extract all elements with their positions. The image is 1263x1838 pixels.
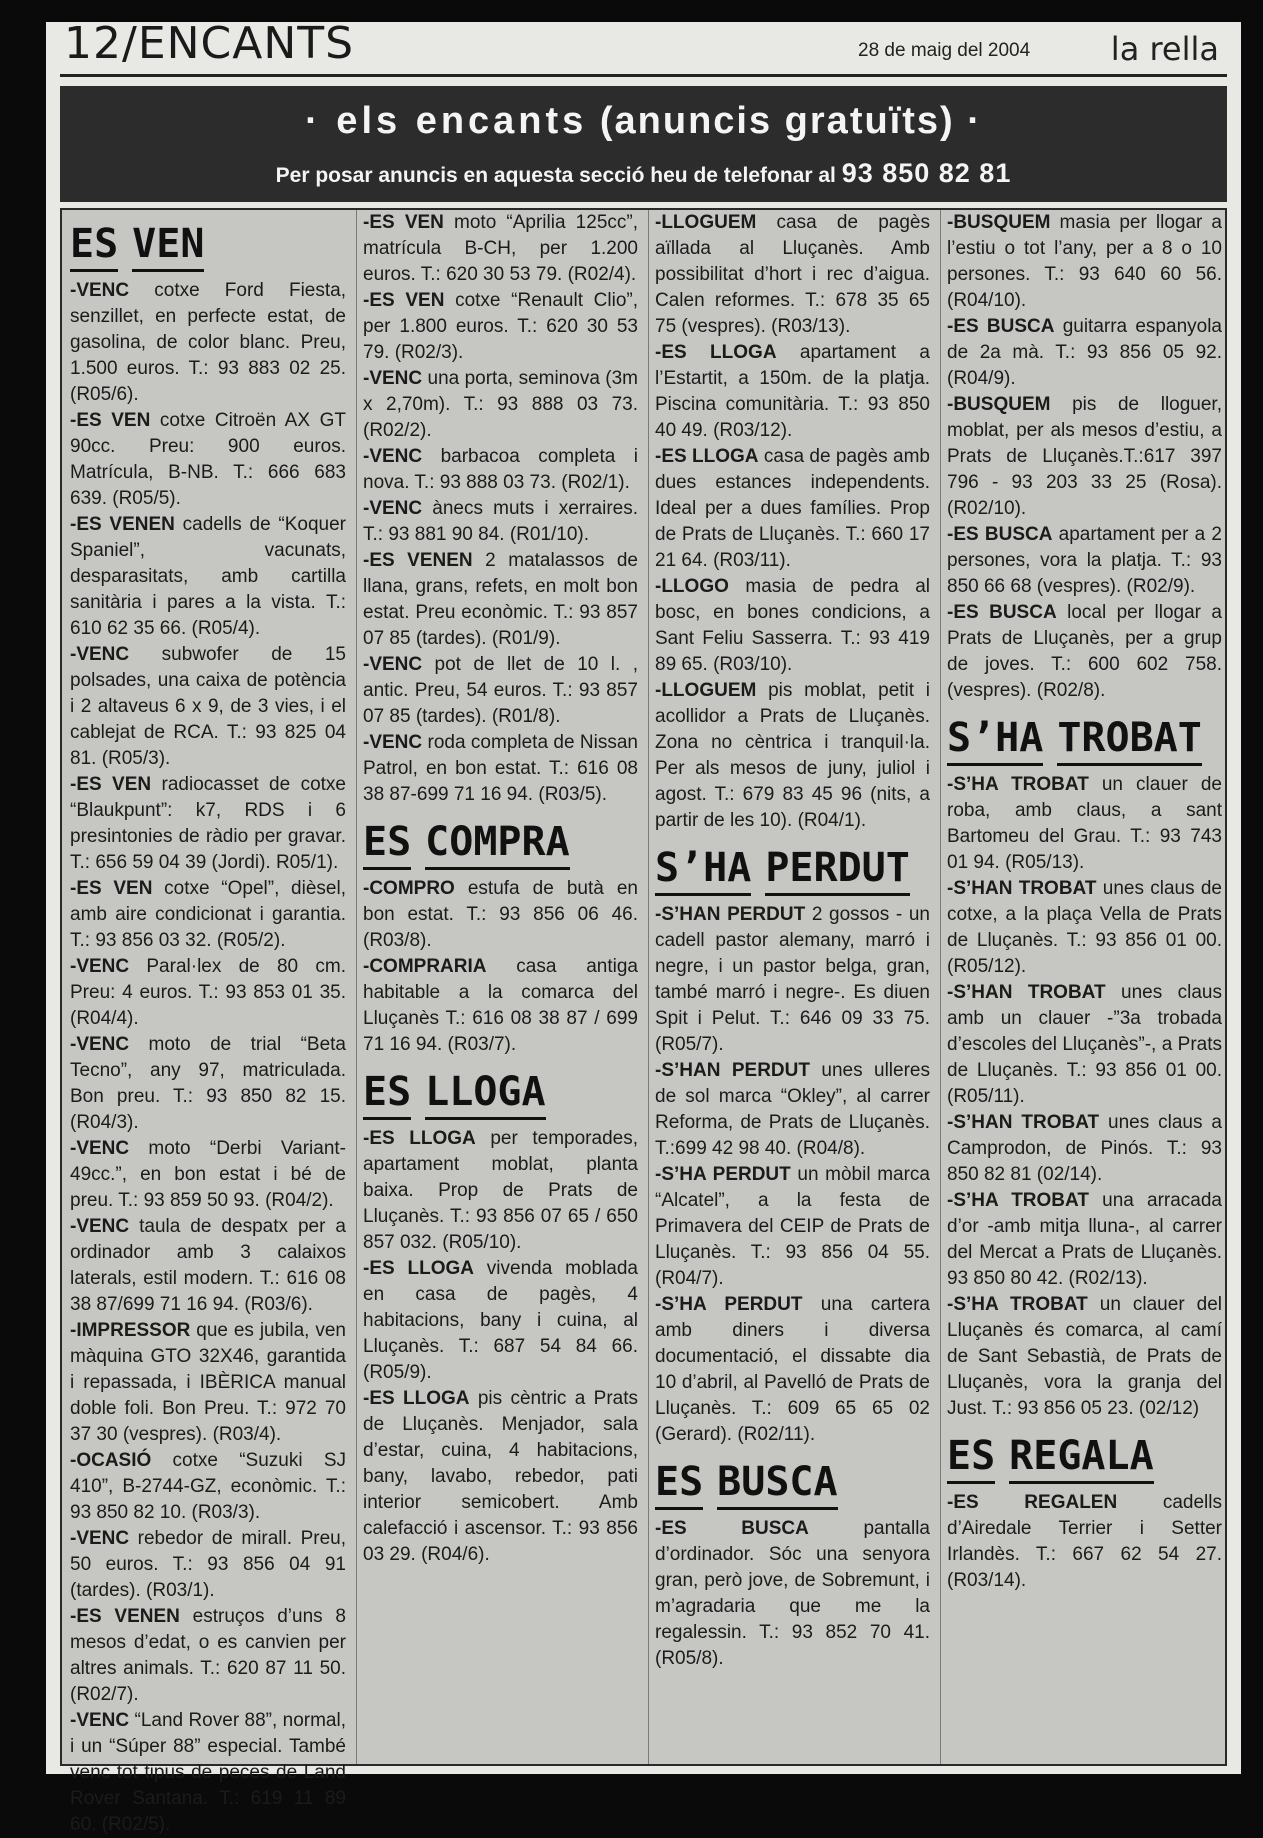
classified-ad xyxy=(947,392,1222,522)
classified-ad xyxy=(947,600,1222,704)
ad-text: pot de llet de 10 l. , antic. Preu, 54 euros. T.: 93 857 07 85 (tardes). (R01/8). xyxy=(363,654,638,727)
ad-keyword: -VENC xyxy=(363,446,423,467)
newspaper-page xyxy=(46,18,1241,1835)
banner-title-paren: (anuncis gratuïts) · xyxy=(599,100,982,142)
ad-keyword: -S’HAN TROBAT xyxy=(947,1112,1100,1133)
ad-text: casa antiga habitable a la comarca del Lluçanès T.: 616 08 38 87 / 699 71 16 94. (R03/7). xyxy=(363,956,638,1055)
ad-keyword: -ES LLOGA xyxy=(363,1128,476,1149)
classified-ad xyxy=(655,1516,930,1672)
classified-ad xyxy=(70,1448,346,1526)
ad-text: roda completa de Nissan Patrol, en bon estat. T.: 616 08 38 87-699 71 16 94. (R03/5). xyxy=(363,732,638,805)
classified-ad xyxy=(947,314,1222,392)
ad-text: radiocasset de cotxe “Blaukpunt”: k7, RDS i 6 presintonies de ràdio per gravar. T.: 656 59 04 39 (Jordi). R05/1). xyxy=(70,774,346,873)
section-heading-word: TROBAT xyxy=(1057,715,1202,766)
classified-ad xyxy=(363,548,638,652)
ad-text: pantalla d’ordinador. Sóc una senyora gran, però jove, de Sobremunt, i m’agradaria que me la regalessin. T.: 93 852 70 41. (R05/8). xyxy=(655,1518,930,1669)
classified-ad xyxy=(70,876,346,954)
classified-ad xyxy=(363,954,638,1058)
ad-keyword: -BUSQUEM xyxy=(947,394,1051,415)
section-heading-word: VEN xyxy=(132,221,204,272)
ad-text: cadells d’Airedale Terrier i Setter Irlandès. T.: 667 62 54 27. (R03/14). xyxy=(947,1492,1222,1591)
ad-text: 2 matalassos de llana, grans, refets, en molt bon estat. Preu econòmic. T.: 93 857 07 85 (tardes). (R01/9). xyxy=(363,550,638,649)
ad-keyword: -ES BUSCA xyxy=(655,1518,809,1539)
ad-keyword: -S’HAN PERDUT xyxy=(655,904,806,925)
ad-keyword: -COMPRO xyxy=(363,878,455,899)
ad-keyword: -ES VEN xyxy=(363,290,445,311)
banner-phone: 93 850 82 81 xyxy=(841,158,1012,188)
ad-text: masia de pedra al bosc, en bones condicions, a Sant Feliu Sasserra. T.: 93 419 89 65. (R03/10). xyxy=(655,576,930,675)
ad-text: cotxe “Renault Clio”, per 1.800 euros. T.: 620 30 53 79. (R02/3). xyxy=(363,290,638,363)
ad-text: apartament a l’Estartit, a 150m. de la platja. Piscina comunitària. T.: 93 850 40 49. (R03/12). xyxy=(655,342,930,441)
section-heading-word: BUSCA xyxy=(717,1459,837,1510)
ad-text: pis cèntric a Prats de Lluçanès. Menjador, sala d’estar, cuina, 4 habitacions, bany, lavabo, rebedor, pati interior semicobert. Amb calefacció i ascensor. T.: 93 856 03 29. (R04/6). xyxy=(363,1388,638,1565)
classified-ad xyxy=(70,1136,346,1214)
ad-text: rebedor de mirall. Preu, 50 euros. T.: 93 856 04 91 (tardes). (R03/1). xyxy=(70,1528,346,1601)
ad-keyword: -VENC xyxy=(70,644,130,665)
classified-ad xyxy=(70,278,346,408)
ad-text: una arracada d’or -amb mitja lluna-, al carrer del Mercat a Prats de Lluçanès. 93 850 80 42. (R02/13). xyxy=(947,1190,1223,1289)
ad-keyword: -VENC xyxy=(363,654,423,675)
section-heading xyxy=(655,1456,930,1512)
ad-text: cotxe Citroën AX GT 90cc. Preu: 900 euros. Matrícula, B-NB. T.: 666 683 639. (R05/5). xyxy=(70,410,346,509)
ad-keyword: -S’HA PERDUT xyxy=(655,1294,803,1315)
ad-text: un clauer del Lluçanès és comarca, al camí de Sant Sebastià, de Prats de Lluçanès, vora la granja del Just. T.: 93 856 05 23. (02/12) xyxy=(947,1294,1222,1419)
ad-text: casa de pagès amb dues estances independents. Ideal per a dues famílies. Prop de Prats de Lluçanès. T.: 660 17 21 64. (R03/11). xyxy=(655,446,930,571)
ad-text: unes ulleres de sol marca “Okley”, al carrer Reforma, de Prats de Lluçanès. T.:699 42 98 40. (R04/8). xyxy=(655,1060,930,1159)
ad-text: ànecs muts i xerraires. T.: 93 881 90 84. (R01/10). xyxy=(363,498,638,545)
classified-ad xyxy=(70,1526,346,1604)
classified-ad xyxy=(655,678,930,834)
ad-keyword: -S’HAN PERDUT xyxy=(655,1060,810,1081)
classified-ad xyxy=(70,642,346,772)
ad-text: apartament per a 2 persones, vora la platja. T.: 93 850 66 68 (vespres). (R02/9). xyxy=(947,524,1223,597)
banner-title-main: · els encants xyxy=(305,100,588,142)
ad-text: estruços d’uns 8 mesos d’edat, o es canvien per altres animals. T.: 620 87 11 50. (R02/7). xyxy=(70,1606,346,1705)
classified-ad xyxy=(655,340,930,444)
classified-ad xyxy=(655,210,930,340)
publication-name: la rella xyxy=(1110,30,1219,68)
classified-ad xyxy=(363,876,638,954)
ad-text: guitarra espanyola de 2a mà. T.: 93 856 05 92. (R04/9). xyxy=(947,316,1222,389)
classified-ad xyxy=(70,1214,346,1318)
ad-keyword: -VENC xyxy=(70,1216,130,1237)
ad-keyword: -ES VEN xyxy=(70,410,151,431)
ad-text: subwofer de 15 polsades, una caixa de potència i 2 altaveus 6 x 9, de 3 vies, i el cablejat de RCA. T.: 93 825 04 81. (R05/3). xyxy=(70,644,346,769)
ad-text: moto “Derbi Variant-49cc.”, en bon estat i bé de preu. T.: 93 859 50 93. (R04/2). xyxy=(70,1138,346,1211)
classified-ad xyxy=(947,1188,1222,1292)
classified-ad xyxy=(947,876,1222,980)
section-heading xyxy=(947,1430,1222,1486)
ad-text: una cartera amb diners i diversa documentació, el dissabte dia 10 d’abril, al Pavelló de Prats de Lluçanès. T.: 609 65 65 02 (Gerard). (R02/11). xyxy=(655,1294,930,1445)
masthead xyxy=(46,18,1241,80)
ad-text: unes claus a Camprodon, de Pinós. T.: 93 850 82 81 (02/14). xyxy=(947,1112,1222,1185)
section-heading xyxy=(70,218,346,274)
ad-keyword: -VENC xyxy=(70,280,130,301)
ad-text: taula de despatx per a ordinador amb 3 calaixos laterals, estil modern. T.: 616 08 38 87/699 71 16 94. (R03/6). xyxy=(70,1216,346,1315)
ad-keyword: -ES VEN xyxy=(70,774,152,795)
ad-text: Paral·lex de 80 cm. Preu: 4 euros. T.: 93 853 01 35. (R04/4). xyxy=(70,956,346,1029)
classified-ad xyxy=(655,902,930,1058)
ad-text: un clauer de roba, amb claus, a sant Bartomeu del Grau. T.: 93 743 01 94. (R05/13). xyxy=(947,774,1222,873)
ad-keyword: -COMPRARIA xyxy=(363,956,487,977)
classified-ad xyxy=(363,496,638,548)
section-heading-word: S’HA xyxy=(947,715,1043,766)
ad-keyword: -VENC xyxy=(363,732,423,753)
classified-ad xyxy=(655,444,930,574)
ad-text: pis de lloguer, moblat, per als mesos d’estiu, a Prats de Lluçanès.T.:617 397 796 - 93 203 33 25 (Rosa). (R02/10). xyxy=(947,394,1222,519)
masthead-rule xyxy=(60,74,1227,77)
issue-date: 28 de maig del 2004 xyxy=(858,40,1031,61)
ad-keyword: -ES BUSCA xyxy=(947,524,1053,545)
ad-keyword: -IMPRESSOR xyxy=(70,1320,191,1341)
ad-keyword: -ES LLOGA xyxy=(655,446,759,467)
ad-text: una porta, seminova (3m x 2,70m). T.: 93 888 03 73. (R02/2). xyxy=(363,368,638,441)
classified-ad xyxy=(363,210,638,288)
ad-text: cotxe “Suzuki SJ 410”, B-2744-GZ, econòmic. T.: 93 850 82 10. (R03/3). xyxy=(70,1450,346,1523)
classified-ad xyxy=(947,210,1222,314)
classified-ad xyxy=(363,288,638,366)
classified-ad xyxy=(70,1318,346,1448)
ad-keyword: -ES BUSCA xyxy=(947,316,1055,337)
classified-ad xyxy=(70,1604,346,1708)
classified-ad xyxy=(947,1490,1222,1594)
ad-text: per temporades, apartament moblat, planta baixa. Prop de Prats de Lluçanès. T.: 93 856 07 65 / 650 857 032. (R05/10). xyxy=(363,1128,638,1253)
section-title: 12/ENCANTS xyxy=(64,18,355,69)
ad-keyword: -VENC xyxy=(70,1710,130,1731)
section-heading xyxy=(363,816,638,872)
section-heading-word: LLOGA xyxy=(425,1069,545,1120)
ad-keyword: -VENC xyxy=(70,956,130,977)
ad-keyword: -ES VEN xyxy=(70,878,153,899)
ad-text: unes claus amb un clauer -”3a trobada d’escoles del Lluçanès”-, a Prats de Lluçanès. T.: 93 856 01 00. (R05/11). xyxy=(947,982,1222,1107)
classified-ad xyxy=(70,954,346,1032)
column-2 xyxy=(356,210,644,1764)
ad-text: local per llogar a Prats de Lluçanès, per a grup de joves. T.: 600 602 758. (vespres). (R02/8). xyxy=(947,602,1222,701)
classified-ad xyxy=(655,1162,930,1292)
ad-text: cotxe Ford Fiesta, senzillet, en perfecte estat, de gasolina, de color blanc. Preu, 1.500 euros. T.: 93 883 02 25. (R05/6). xyxy=(70,280,346,405)
ad-text: 2 gossos - un cadell pastor alemany, marró i negre, i un pastor belga, gran, també marró i negre-. Es diuen Spit i Pelut. T.: 646 09 33 75. (R05/7). xyxy=(655,904,930,1055)
ad-keyword: -S’HA PERDUT xyxy=(655,1164,791,1185)
ad-keyword: -ES VEN xyxy=(363,212,444,233)
classified-ad xyxy=(363,1126,638,1256)
classified-ad xyxy=(655,1292,930,1448)
section-banner xyxy=(60,86,1227,202)
banner-subtitle xyxy=(60,158,1227,189)
classified-ad xyxy=(947,980,1222,1110)
ad-keyword: -S’HA TROBAT xyxy=(947,774,1089,795)
ad-keyword: -BUSQUEM xyxy=(947,212,1051,233)
ad-keyword: -S’HA TROBAT xyxy=(947,1190,1089,1211)
banner-instructions: Per posar anuncis en aquesta secció heu de telefonar al xyxy=(275,164,836,187)
ad-text: estufa de butà en bon estat. T.: 93 856 06 46. (R03/8). xyxy=(363,878,638,951)
ad-keyword: -LLOGUEM xyxy=(655,212,757,233)
ad-keyword: -S’HAN TROBAT xyxy=(947,878,1097,899)
section-heading-word: COMPRA xyxy=(425,819,570,870)
ad-keyword: -ES LLOGA xyxy=(363,1258,474,1279)
classified-ad xyxy=(947,1110,1222,1188)
ad-keyword: -LLOGUEM xyxy=(655,680,757,701)
ad-keyword: -ES VENEN xyxy=(363,550,473,571)
classified-ad xyxy=(363,444,638,496)
classified-ad xyxy=(70,1708,346,1838)
ad-text: unes claus de cotxe, a la plaça Vella de Prats de Lluçanès. T.: 93 856 01 00. (R05/12). xyxy=(947,878,1222,977)
ad-text: “Land Rover 88”, normal, i un “Súper 88” especial. També venc tot tipus de peces de Land Rover Santana. T.: 619 11 89 60. (R02/5). xyxy=(70,1710,346,1835)
ad-keyword: -VENC xyxy=(363,368,423,389)
ad-keyword: -ES BUSCA xyxy=(947,602,1057,623)
ad-keyword: -OCASIÓ xyxy=(70,1450,152,1471)
classified-ad xyxy=(947,1292,1222,1422)
classified-ad xyxy=(655,574,930,678)
ad-text: cotxe “Opel”, dièsel, amb aire condicionat i garantia. T.: 93 856 03 32. (R05/2). xyxy=(70,878,346,951)
ad-keyword: -ES LLOGA xyxy=(363,1388,470,1409)
ad-text: que es jubila, ven màquina GTO 32X46, garantida i repassada, i IBÈRICA manual doble foli. Bon Preu. T.: 972 70 37 30 (vespres). (R03/4). xyxy=(70,1320,346,1445)
ad-text: casa de pagès aïllada al Lluçanès. Amb possibilitat d’hort i rec d’aigua. Calen reformes. T.: 678 35 65 75 (vespres). (R03/13). xyxy=(655,212,930,337)
ad-text: cadells de “Koquer Spaniel”, vacunats, desparasitats, amb cartilla sanitària i pares a la vista. T.: 610 62 35 66. (R05/4). xyxy=(70,514,346,639)
ad-text: vivenda moblada en casa de pagès, 4 habitacions, bany i cuina, al Lluçanès. T.: 687 54 84 66. (R05/9). xyxy=(363,1258,638,1383)
section-heading-word: ES xyxy=(947,1433,995,1484)
ad-keyword: -VENC xyxy=(70,1528,130,1549)
section-heading-word: ES xyxy=(363,819,411,870)
classified-ad xyxy=(655,1058,930,1162)
column-1 xyxy=(64,210,352,1835)
ad-keyword: -VENC xyxy=(70,1138,130,1159)
column-3 xyxy=(648,210,936,1764)
ad-keyword: -VENC xyxy=(70,1034,130,1055)
ad-text: un mòbil marca “Alcatel”, a la festa de Primavera del CEIP de Prats de Lluçanès. T.: 93 856 04 55. (R04/7). xyxy=(655,1164,930,1289)
ad-keyword: -S’HA TROBAT xyxy=(947,1294,1088,1315)
section-heading-word: S’HA xyxy=(655,845,751,896)
ad-text: moto de trial “Beta Tecno”, any 97, matriculada. Bon preu. T.: 93 850 82 15. (R04/3). xyxy=(70,1034,346,1133)
section-heading-word: PERDUT xyxy=(765,845,910,896)
ad-keyword: -LLOGO xyxy=(655,576,729,597)
banner-title xyxy=(60,100,1227,143)
ad-keyword: -VENC xyxy=(363,498,423,519)
ad-keyword: -ES LLOGA xyxy=(655,342,777,363)
classified-ad xyxy=(70,772,346,876)
ad-keyword: -S’HAN TROBAT xyxy=(947,982,1106,1003)
ad-keyword: -ES VENEN xyxy=(70,514,175,535)
column-4 xyxy=(940,210,1228,1764)
classified-ad xyxy=(363,730,638,808)
ad-text: barbacoa completa i nova. T.: 93 888 03 73. (R02/1). xyxy=(363,446,638,493)
classifieds-body xyxy=(60,208,1227,1835)
ad-text: pis moblat, petit i acollidor a Prats de Lluçanès. Zona no cèntrica i tranquil·la. Per als mesos de juny, juliol i agost. T.: 679 83 45 96 (nits, a partir de les 10). (R04/1). xyxy=(655,680,930,831)
ad-text: moto “Aprilia 125cc”, matrícula B-CH, per 1.200 euros. T.: 620 30 53 79. (R02/4). xyxy=(363,212,638,285)
classified-ad xyxy=(363,1386,638,1568)
classified-ad xyxy=(363,652,638,730)
section-heading-word: ES xyxy=(70,221,118,272)
section-heading xyxy=(655,842,930,898)
ad-keyword: -ES REGALEN xyxy=(947,1492,1118,1513)
section-heading-word: REGALA xyxy=(1009,1433,1154,1484)
section-heading-word: ES xyxy=(655,1459,703,1510)
section-heading xyxy=(947,712,1222,768)
classified-ad xyxy=(947,772,1222,876)
classified-ad xyxy=(947,522,1222,600)
ad-keyword: -ES VENEN xyxy=(70,1606,180,1627)
classified-ad xyxy=(70,408,346,512)
classified-ad xyxy=(363,366,638,444)
classified-ad xyxy=(363,1256,638,1386)
ad-text: masia per llogar a l’estiu o tot l’any, per a 8 o 10 persones. T.: 93 640 60 56. (R04/10). xyxy=(947,212,1222,311)
classified-ad xyxy=(70,512,346,642)
classified-ad xyxy=(70,1032,346,1136)
section-heading-word: ES xyxy=(363,1069,411,1120)
section-heading xyxy=(363,1066,638,1122)
